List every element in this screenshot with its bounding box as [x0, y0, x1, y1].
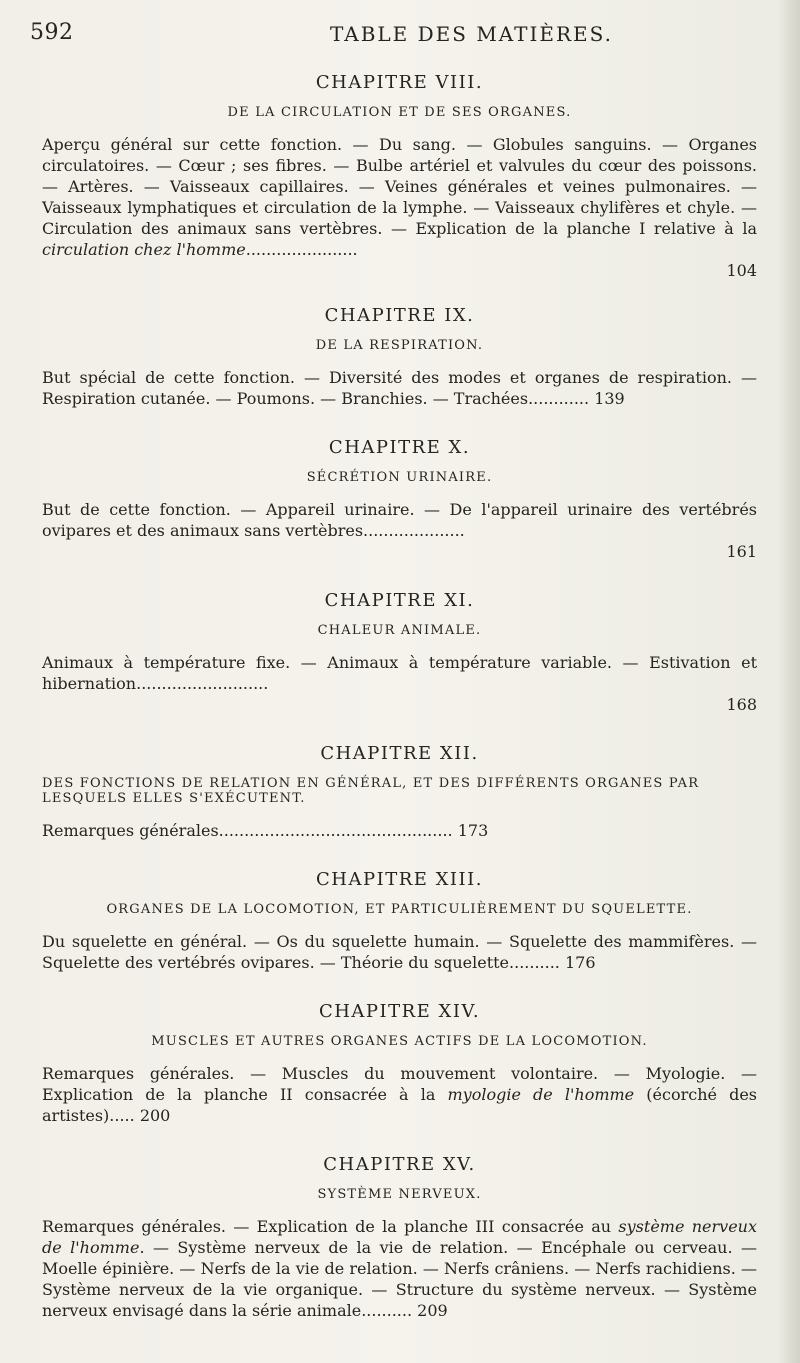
- chapter-entry: Aperçu général sur cette fonction. — Du sang. — Globules sanguins. — Organes circulatoires. — Cœur ; ses fibres. — Bulbe artériel et valvules du cœur des poissons. — Artères. — Vaisseaux capillaires. — Veines générales et veines pulmonaires. — Vaisseaux lymphatiques et circulation de la lymphe. — Vaisseaux chylifères et chyle. — Circulation des animaux sans vertèbres. — Explication de la planche I relative à la circulation chez l'homme......................: [42, 135, 757, 259]
- chapter-entry: But de cette fonction. — Appareil urinaire. — De l'appareil urinaire des vertébrés ovipares et des animaux sans vertèbres....................: [42, 500, 757, 540]
- chapter-title: CHAPITRE XV.: [323, 1154, 476, 1175]
- chapter-subject: SÉCRÉTION URINAIRE.: [306, 470, 493, 485]
- page-reference: 104: [726, 261, 757, 280]
- chapter-9: [42, 305, 757, 409]
- page-number: 592: [30, 20, 74, 45]
- chapter-entry: Du squelette en général. — Os du squelette humain. — Squelette des mammifères. — Squelette des vertébrés ovipares. — Théorie du squelette.......... 176: [42, 932, 757, 972]
- chapter-8: [42, 72, 757, 281]
- chapter-subject: DE LA CIRCULATION ET DE SES ORGANES.: [227, 105, 572, 120]
- chapter-title: CHAPITRE VIII.: [315, 72, 484, 93]
- chapter-14: [42, 1001, 757, 1126]
- chapter-title: CHAPITRE IX.: [324, 305, 475, 326]
- chapter-13: [42, 869, 757, 973]
- page-edge-shadow: [778, 0, 800, 1363]
- chapter-subject: CHALEUR ANIMALE.: [317, 623, 482, 638]
- chapter-subject: MUSCLES ET AUTRES ORGANES ACTIFS DE LA LOCOMOTION.: [151, 1034, 648, 1049]
- page-reference: 168: [726, 695, 757, 714]
- table-of-contents: [42, 72, 757, 1349]
- chapter-entry: Remarques générales. — Muscles du mouvement volontaire. — Myologie. — Explication de la planche II consacrée à la myologie de l'homme (écorché des artistes)..... 200: [42, 1064, 758, 1125]
- chapter-10: [42, 437, 757, 562]
- chapter-subject: SYSTÈME NERVEUX.: [317, 1187, 482, 1202]
- chapter-11: [42, 590, 757, 715]
- chapter-entry: But spécial de cette fonction. — Diversité des modes et organes de respiration. — Respiration cutanée. — Poumons. — Branchies. — Trachées............ 139: [42, 368, 757, 408]
- chapter-subject: ORGANES DE LA LOCOMOTION, ET PARTICULIÈREMENT DU SQUELETTE.: [106, 902, 693, 917]
- chapter-subject: DE LA RESPIRATION.: [315, 338, 484, 353]
- chapter-12: [42, 743, 757, 841]
- running-head: TABLE DES MATIÈRES.: [330, 22, 613, 46]
- chapter-entry: Animaux à température fixe. — Animaux à température variable. — Estivation et hibernation..........................: [42, 653, 757, 693]
- page-header: [0, 20, 800, 50]
- page-reference: 161: [726, 542, 757, 561]
- chapter-15: [42, 1154, 757, 1321]
- chapter-entry: Remarques générales.............................................. 173: [42, 821, 489, 840]
- chapter-title: CHAPITRE XIV.: [318, 1001, 481, 1022]
- chapter-title: CHAPITRE XII.: [320, 743, 479, 764]
- chapter-entry: Remarques générales. — Explication de la planche III consacrée au système nerveux de l'homme. — Système nerveux de la vie de relation. — Encéphale ou cerveau. — Moelle épinière. — Nerfs de la vie de relation. — Nerfs crâniens. — Nerfs rachidiens. — Système nerveux de la vie organique. — Structure du système nerveux. — Système nerveux envisagé dans la série animale.......... 209: [42, 1217, 758, 1320]
- chapter-title: CHAPITRE XIII.: [316, 869, 483, 890]
- chapter-title: CHAPITRE XI.: [324, 590, 475, 611]
- chapter-subject: DES FONCTIONS DE RELATION EN GÉNÉRAL, ET DES DIFFÉRENTS ORGANES PAR LESQUELS ELLES S'EXÉCUTENT.: [42, 776, 700, 806]
- chapter-title: CHAPITRE X.: [328, 437, 471, 458]
